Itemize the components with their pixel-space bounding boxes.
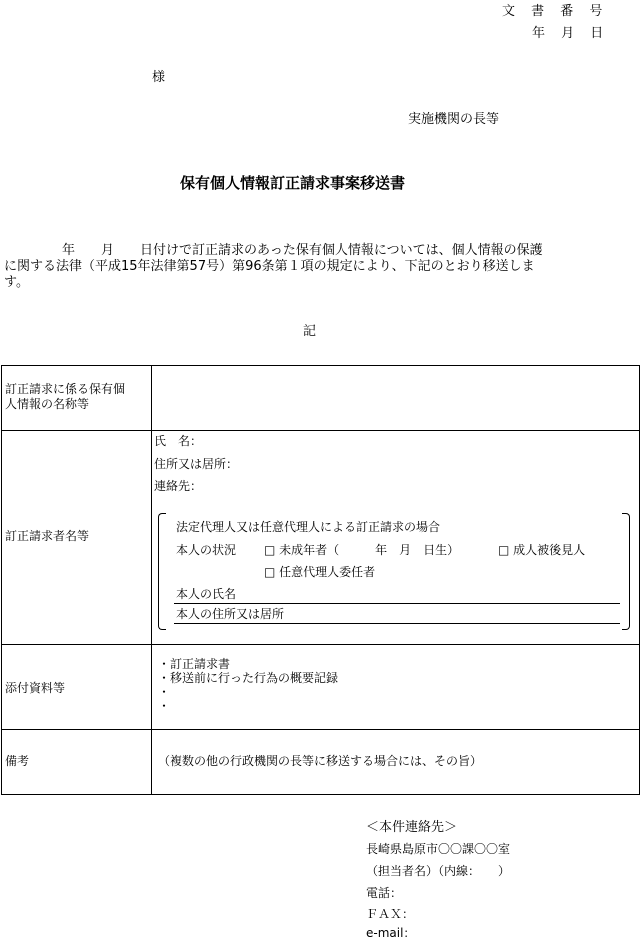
document-number-label: 文 書 番 号 — [502, 4, 609, 19]
sender-label: 実施機関の長等 — [408, 112, 500, 127]
remarks-text: （複数の他の行政機関の長等に移送する場合には、その旨） — [158, 754, 483, 768]
principal-address-label: 本人の住所又は居所 — [176, 607, 285, 621]
attachment-item: ・ — [158, 699, 171, 713]
page-title: 保有個人情報訂正請求事案移送書 — [180, 174, 406, 192]
record-name-label-2: 人情報の名称等 — [5, 397, 90, 411]
contact-office: 長崎県島原市〇〇課〇〇室 — [366, 842, 511, 856]
proxy-bracket-left — [158, 513, 166, 630]
minor-checkbox[interactable]: □ 未成年者（ 年 月 日生） — [264, 543, 460, 557]
principal-name-label: 本人の氏名 — [176, 587, 237, 601]
ki-label: 記 — [303, 324, 317, 339]
contact-phone: 電話： — [366, 886, 403, 900]
row-divider — [2, 729, 639, 730]
attachment-item: ・移送前に行った行為の概要記録 — [158, 671, 339, 685]
record-name-label-1: 訂正請求に係る保有個 — [5, 382, 126, 396]
attachments-label: 添付資料等 — [5, 681, 66, 695]
contact-email: e-mail： — [366, 926, 416, 940]
principal-status-label: 本人の状況 — [176, 543, 237, 557]
contact-person: （担当者名）（内線： ） — [366, 864, 511, 878]
principal-address-line — [174, 623, 620, 624]
voluntary-proxy-checkbox[interactable]: □ 任意代理人委任者 — [264, 565, 376, 579]
principal-name-line — [174, 603, 620, 604]
date-label: 年 月 日 — [532, 26, 610, 41]
proxy-heading: 法定代理人又は任意代理人による訂正請求の場合 — [176, 520, 441, 534]
row-divider — [2, 644, 639, 645]
body-line-3: す。 — [4, 275, 29, 290]
contact-field-label: 連絡先： — [154, 479, 203, 493]
address-field-label: 住所又は居所： — [154, 457, 239, 471]
body-line-1: 年 月 日付けで訂正請求のあった保有個人情報については、個人情報の保護 — [62, 243, 543, 258]
contact-fax: ＦＡＸ： — [366, 907, 415, 921]
adult-ward-checkbox[interactable]: □ 成人被後見人 — [498, 543, 586, 557]
contact-heading: ＜本件連絡先＞ — [366, 820, 458, 835]
name-field-label: 氏 名： — [154, 434, 203, 448]
body-line-2: に関する法律（平成15年法律第57号）第96条第１項の規定により、下記のとおり移送しま — [4, 259, 535, 274]
addressee-suffix: 様 — [152, 70, 166, 85]
row-divider — [2, 430, 639, 431]
transfer-table — [1, 365, 640, 795]
attachment-item: ・ — [158, 685, 171, 699]
attachment-item: ・訂正請求書 — [158, 657, 231, 671]
requester-label: 訂正請求者名等 — [5, 529, 90, 543]
remarks-label: 備考 — [5, 754, 30, 768]
proxy-bracket-right — [622, 513, 630, 630]
